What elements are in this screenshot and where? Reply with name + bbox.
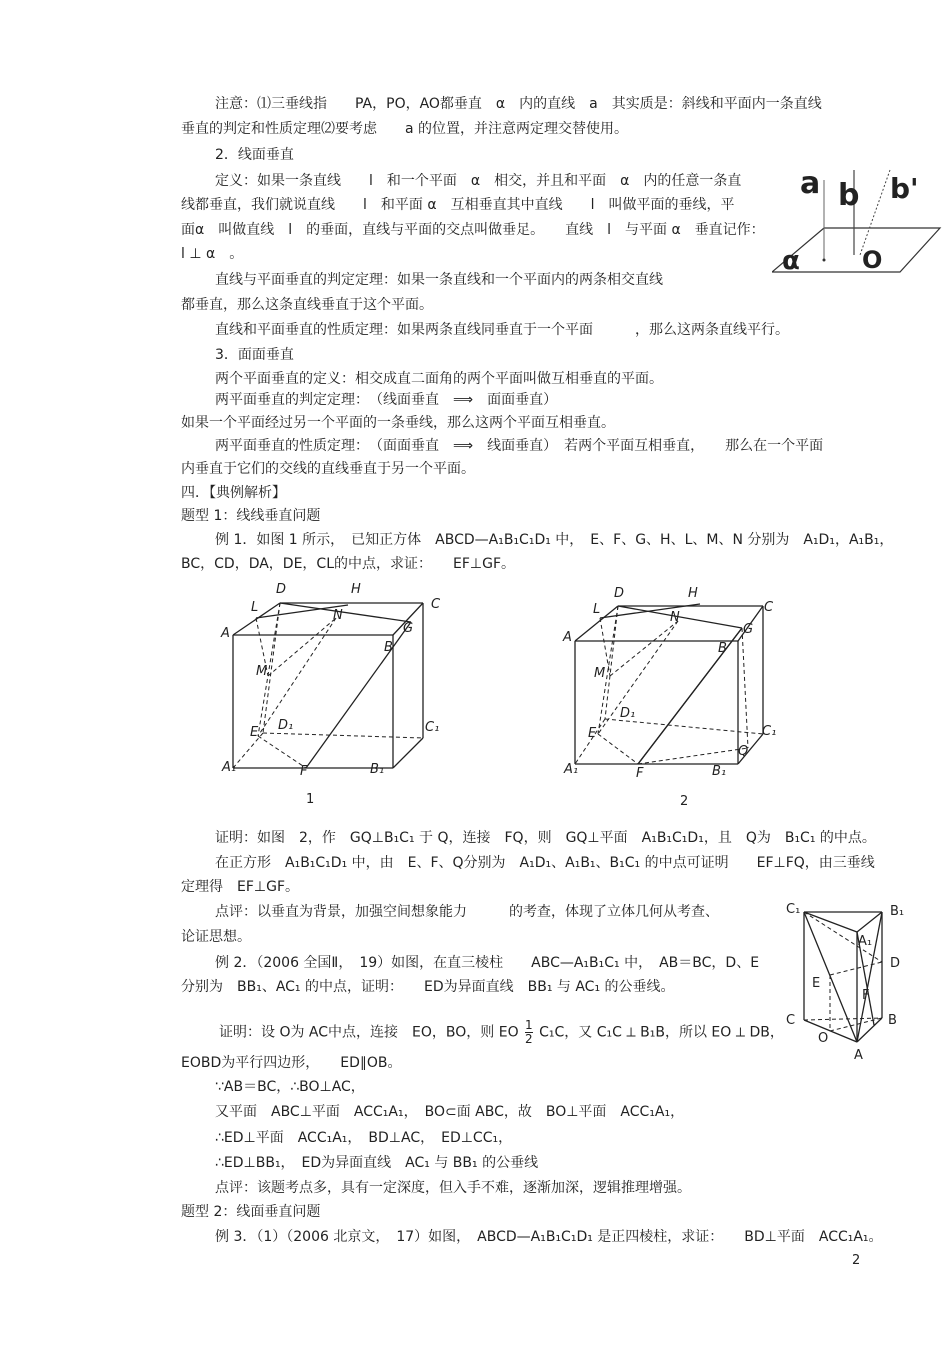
text-line: 3．面面垂直 — [215, 347, 294, 363]
figure-prism — [782, 900, 912, 1070]
c1-label-N: N — [333, 608, 343, 623]
pr-label-O: O — [818, 1031, 829, 1046]
text-line: 直线和平面垂直的性质定理：如果两条直线同垂直于一个平面 ，那么这两条直线平行。 — [215, 322, 789, 338]
c2-label-N: N — [670, 610, 680, 625]
text-line: 证明：如图 2，作 GQ⊥B₁C₁ 于 Q，连接 FQ，则 GQ⊥平面 A₁B₁C₁D₁，且 Q为 B₁C₁ 的中点。 — [215, 830, 876, 846]
text-line: 线都垂直，我们就说直线 l 和平面 α 互相垂直其中直线 l 叫做平面的垂线，平 — [181, 197, 735, 213]
fraction-num: 1 — [525, 1018, 533, 1032]
c2-label-C1: C₁ — [762, 724, 777, 739]
pr-label-E: E — [812, 976, 821, 991]
pr-label-B1: B₁ — [890, 904, 905, 919]
text-line: 如果一个平面经过另一个平面的一条垂线，那么这两个平面互相垂直。 — [181, 415, 615, 431]
c1-label-A: A — [221, 626, 230, 641]
figure-cube-2 — [560, 586, 790, 816]
label-o: O — [862, 246, 883, 274]
text-line: 两平面垂直的性质定理： （面面垂直 ⟹ 线面垂直） 若两个平面互相垂直， 那么在一个平面 — [215, 438, 824, 454]
c1-label-A1: A₁ — [222, 760, 237, 775]
c2-label-A1: A₁ — [564, 762, 579, 777]
c1-caption: 1 — [306, 792, 315, 807]
text-line: 垂直的判定和性质定理⑵要考虑 a 的位置，并注意两定理交替使用。 — [181, 121, 629, 137]
c2-label-B: B — [718, 641, 727, 656]
proof-prefix: 证明：设 O为 AC中点，连接 EO，BO，则 EO — [219, 1024, 519, 1041]
text-line: 定义：如果一条直线 l 和一个平面 α 相交，并且和平面 α 内的任意一条直 — [215, 173, 742, 189]
text-line: 例 1．如图 1 所示， 已知正方体 ABCD—A₁B₁C₁D₁ 中， E、F、G、H、L、M、N 分别为 A₁D₁，A₁B₁， — [215, 532, 894, 548]
text-line: 两平面垂直的判定定理： （线面垂直 ⟹ 面面垂直） — [215, 392, 558, 408]
c2-caption: 2 — [680, 794, 689, 809]
c2-label-H: H — [688, 586, 698, 601]
text-line: 点评：该题考点多，具有一定深度，但入手不难，逐渐加深，逻辑推理增强。 — [215, 1180, 691, 1196]
pr-label-B: B — [888, 1013, 897, 1028]
c2-label-C: C — [764, 600, 774, 615]
c2-label-E: E — [588, 726, 597, 741]
c1-label-D: D — [276, 582, 287, 597]
text-line: 论证思想。 — [181, 929, 251, 945]
proof-line-ex2 — [219, 1019, 784, 1046]
c2-label-D1: D₁ — [620, 706, 636, 721]
text-line: 内垂直于它们的交线的直线垂直于另一个平面。 — [181, 461, 475, 477]
c1-label-H: H — [351, 582, 361, 597]
c2-label-D: D — [614, 586, 625, 601]
figure-cube-1 — [218, 578, 448, 813]
figure-plane-lines — [772, 160, 942, 280]
c1-label-B: B — [384, 640, 393, 655]
text-line: 2．线面垂直 — [215, 147, 294, 163]
text-line: ∴ED⊥BB₁， ED为异面直线 AC₁ 与 BB₁ 的公垂线 — [215, 1155, 539, 1171]
proof-suffix: C₁C，又 C₁C ⟂ B₁B，所以 EO ⟂ DB， — [539, 1024, 784, 1041]
c2-label-M: M — [594, 666, 606, 681]
text-line: ∴ED⊥平面 ACC₁A₁， BD⊥AC， ED⊥CC₁， — [215, 1130, 513, 1146]
c2-label-Q: Q — [738, 744, 749, 759]
c2-label-L: L — [593, 602, 601, 617]
label-alpha: α — [782, 246, 800, 276]
label-b-prime: b' — [890, 172, 919, 205]
text-line: 直线与平面垂直的判定定理：如果一条直线和一个平面内的两条相交直线 — [215, 272, 663, 288]
c1-label-C1: C₁ — [425, 720, 440, 735]
pr-label-A: A — [854, 1048, 863, 1063]
pr-label-D: D — [890, 956, 901, 971]
c1-label-L: L — [251, 600, 259, 615]
pr-label-C: C — [786, 1013, 796, 1028]
text-line: l ⊥ α 。 — [181, 246, 244, 262]
fraction-den: 2 — [525, 1032, 533, 1046]
pr-label-A1: A₁ — [858, 934, 873, 949]
fraction — [525, 1019, 533, 1046]
text-line: 例 3．（1）（2006 北京文， 17）如图， ABCD—A₁B₁C₁D₁ 是正四棱柱，求证： BD⊥平面 ACC₁A₁。 — [215, 1229, 883, 1245]
text-line: 面α 叫做直线 l 的垂面，直线与平面的交点叫做垂足。 直线 l 与平面 α 垂直记作： — [181, 222, 765, 238]
pr-label-F: F — [862, 988, 870, 1003]
c1-label-C: C — [431, 597, 441, 612]
text-line: ∵AB＝BC，∴BO⊥AC， — [215, 1079, 365, 1095]
text-line: 又平面 ABC⊥平面 ACC₁A₁， BO⊂面 ABC，故 BO⊥平面 ACC₁A₁， — [215, 1104, 685, 1120]
text-line: 都垂直，那么这条直线垂直于这个平面。 — [181, 297, 433, 313]
text-line: 两个平面垂直的定义：相交成直二面角的两个平面叫做互相垂直的平面。 — [215, 371, 663, 387]
text-line: 分别为 BB₁、AC₁ 的中点，证明： ED为异面直线 BB₁ 与 AC₁ 的公垂线。 — [181, 979, 675, 995]
c1-label-M: M — [256, 664, 268, 679]
c1-label-D1: D₁ — [278, 718, 294, 733]
text-line: 题型 2：线面垂直问题 — [181, 1204, 321, 1220]
text-line: 在正方形 A₁B₁C₁D₁ 中，由 E、F、Q分别为 A₁D₁、A₁B₁、B₁C₁ 的中点可证明 EF⊥FQ，由三垂线 — [215, 855, 875, 871]
pr-label-C1: C₁ — [786, 902, 801, 917]
c2-label-G: G — [743, 622, 754, 637]
text-line: 题型 1：线线垂直问题 — [181, 508, 321, 524]
page-number: 2 — [852, 1253, 861, 1268]
text-line: 四．【典例解析】 — [181, 485, 286, 501]
c1-label-F: F — [300, 764, 308, 779]
text-line: 注意：⑴三垂线指 PA，PO，AO都垂直 α 内的直线 a 其实质是：斜线和平面内一条直线 — [215, 96, 822, 112]
c2-label-A: A — [563, 630, 572, 645]
label-a: a — [800, 166, 821, 201]
label-b: b — [838, 178, 860, 213]
c1-label-E: E — [250, 725, 259, 740]
text-line: 点评：以垂直为背景，加强空间想象能力 的考查，体现了立体几何从考查、 — [215, 904, 719, 920]
c2-label-F: F — [636, 766, 644, 781]
text-line: EOBD为平行四边形， ED∥OB。 — [181, 1055, 402, 1071]
text-line: BC，CD，DA，DE，CL的中点，求证： EF⊥GF。 — [181, 556, 515, 572]
text-line: 定理得 EF⊥GF。 — [181, 879, 299, 895]
c2-label-B1: B₁ — [712, 764, 727, 779]
c1-label-B1: B₁ — [370, 762, 385, 777]
c1-label-G: G — [403, 621, 414, 636]
text-line: 例 2．（2006 全国Ⅱ， 19）如图，在直三棱柱 ABC—A₁B₁C₁ 中， AB＝BC，D、E — [215, 955, 760, 971]
